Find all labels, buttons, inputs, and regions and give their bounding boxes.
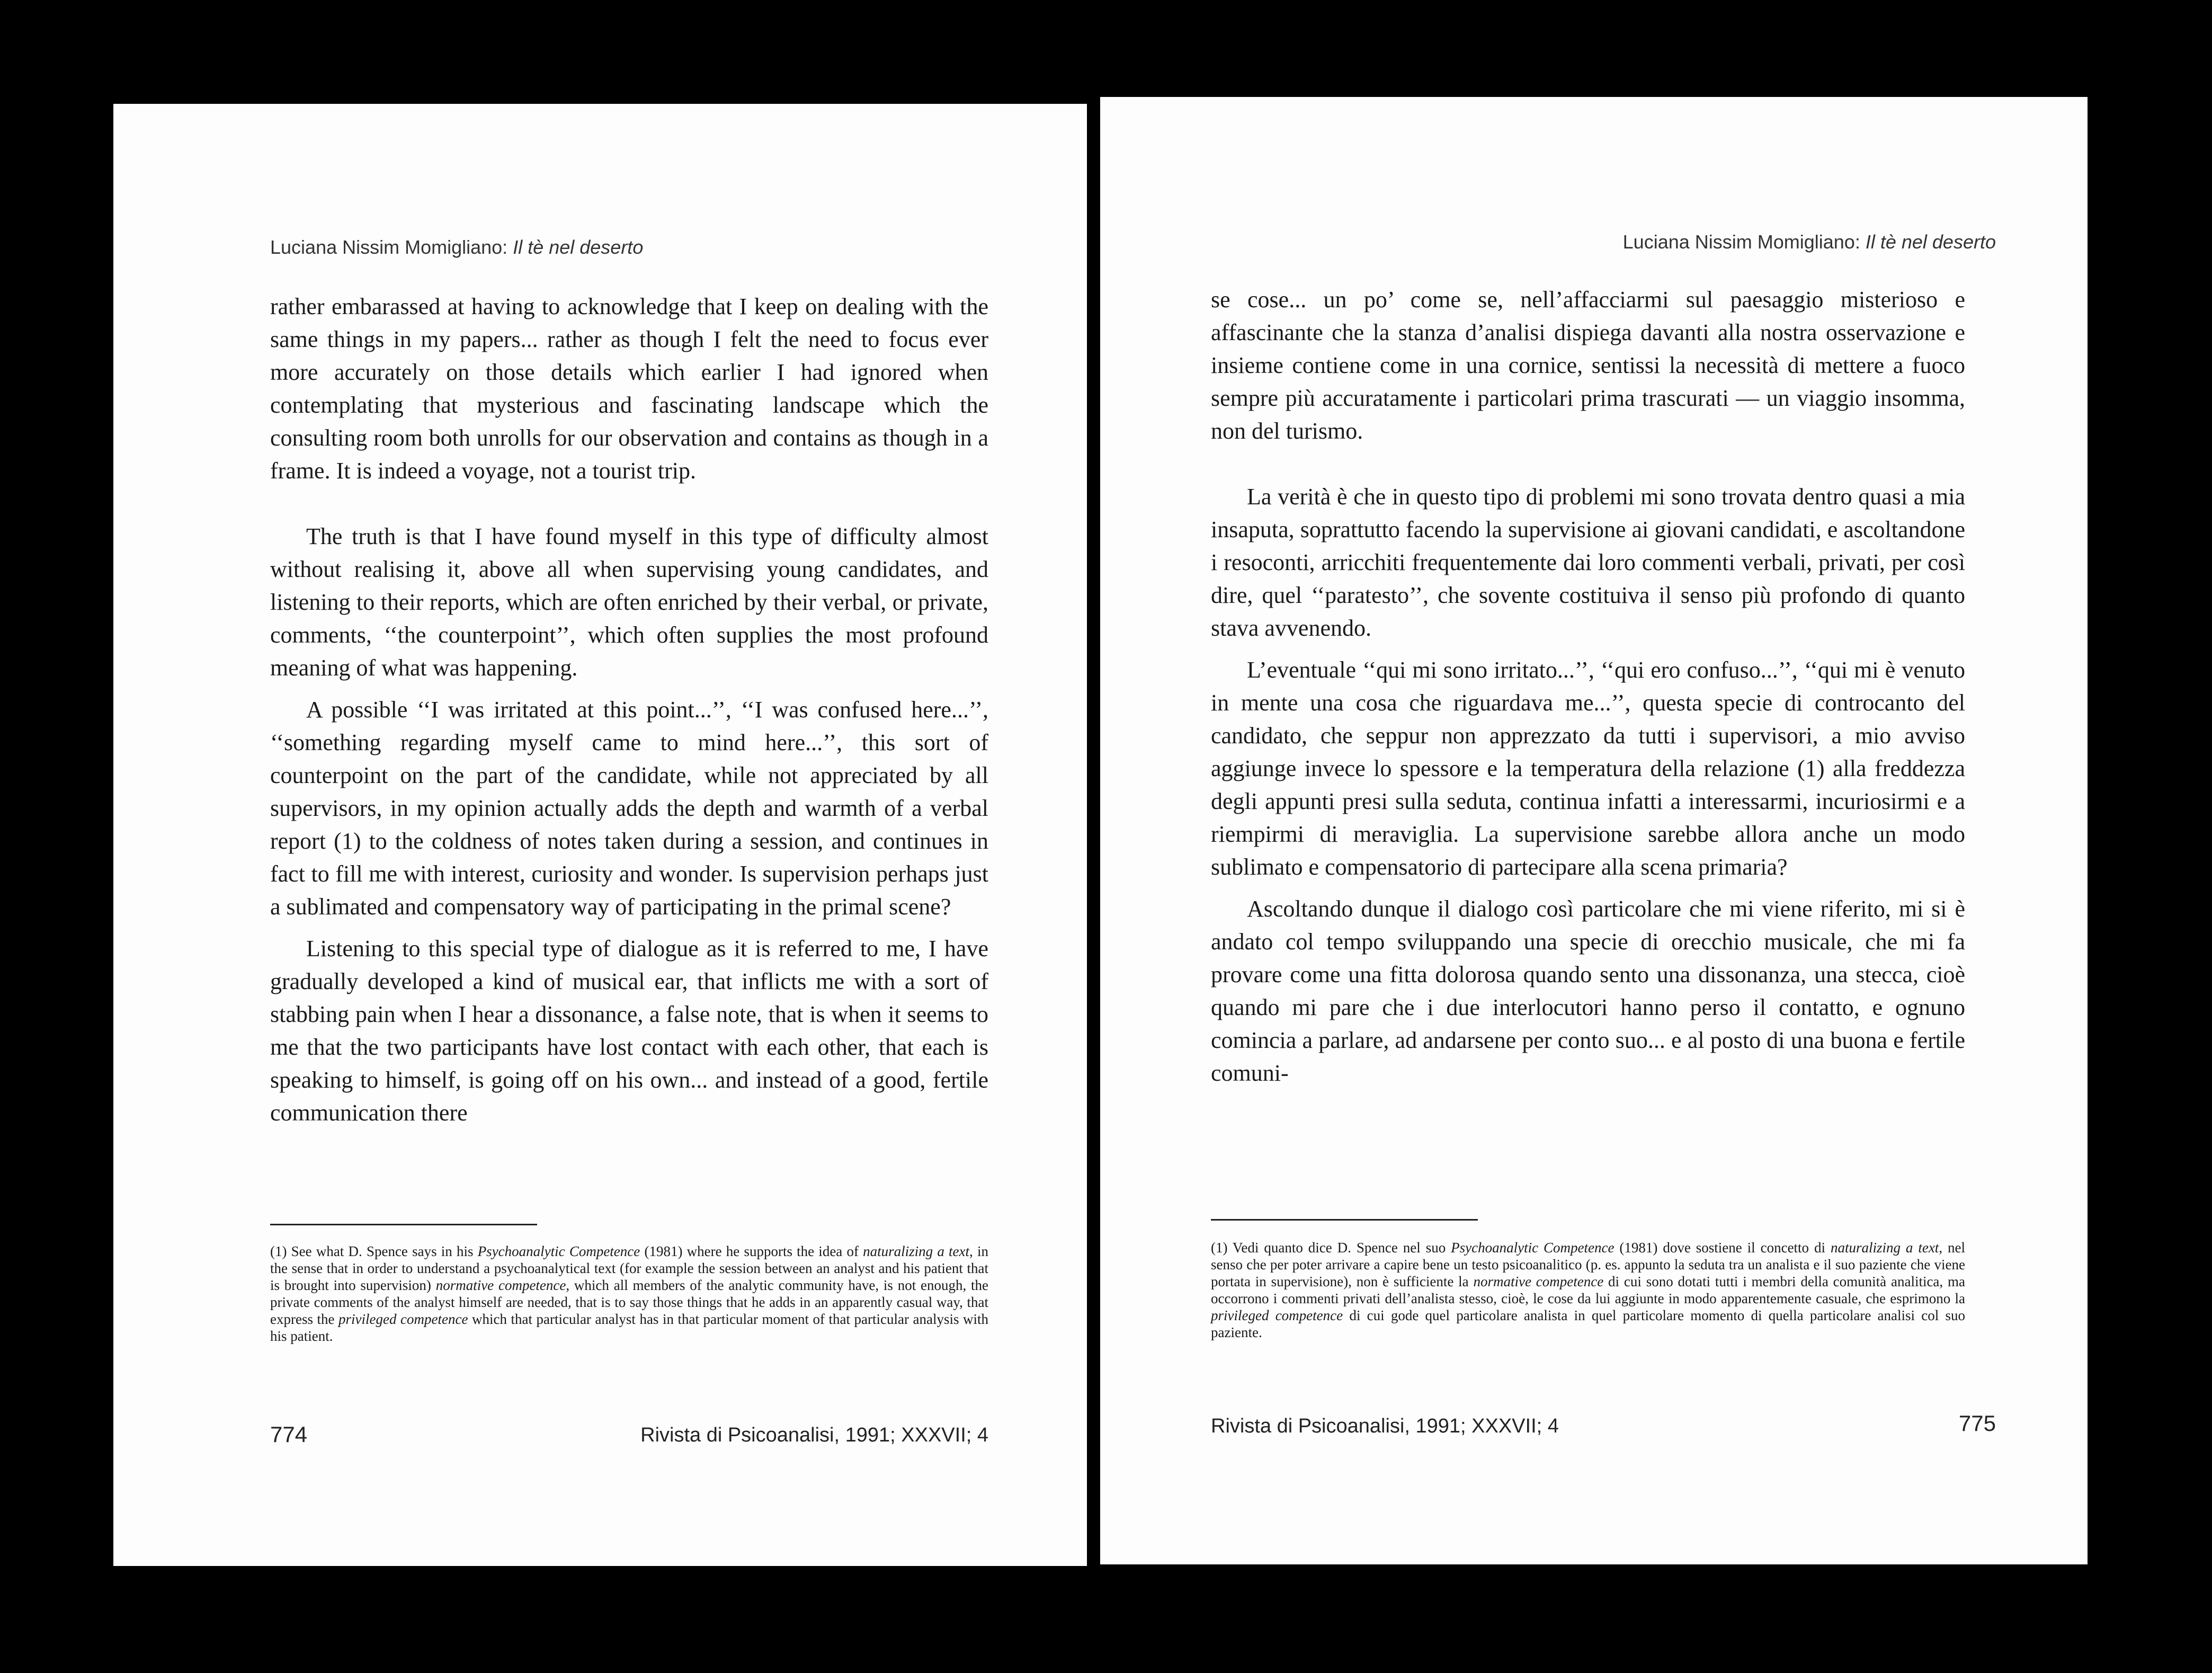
paragraph: A possible ‘‘I was irritated at this point...’’, ‘‘I was confused here...’’, ‘‘something regarding myself came to mind here...’’, this sort of counterpoint on the part of the candidate, while not appreciated by all supervisors, in my opinion actually adds the depth and warmth of a verbal report (1) to the coldness of notes taken during a session, and continues in fact to fill me with interest, curiosity and wonder. Is supervision perhaps just a sublimated and compensatory way of participating in the primal scene? — [270, 697, 988, 920]
paragraph: rather embarassed at having to acknowledge that I keep on dealing with the same things in my papers... rather as though I felt the need to focus ever more accurately on those details which earlier I had ignored when contemplating that mysterious and fascinating landscape which the consulting room both unrolls for our observation and contains as though in a frame. It is indeed a voyage, not a tourist trip. — [270, 293, 988, 484]
running-head — [1623, 231, 1996, 253]
footnote-italic: normative competence — [435, 1277, 566, 1293]
paragraph: La verità è che in questo tipo di problemi mi sono trovata dentro quasi a mia insaputa, soprattutto facendo la supervisione ai giovani candidati, e ascoltandone i resoconti, arricchiti frequentemente dai loro commenti verbali, privati, per così dire, quel ‘‘paratesto’’, che sovente costituiva il senso più profondo di quanto stava avvenendo. — [1211, 484, 1965, 641]
footnote-italic: naturalizing a text — [1830, 1240, 1939, 1256]
footnote-text: (1981) where he supports the idea of — [640, 1243, 863, 1259]
footnote-text: (1) See what D. Spence says in his — [270, 1243, 478, 1259]
running-head — [270, 236, 643, 259]
journal-citation: Rivista di Psicoanalisi, 1991; XXXVII; 4 — [1211, 1415, 1559, 1437]
paragraph: The truth is that I have found myself in this type of difficulty almost without realising it, above all when supervising young candidates, and listening to their reports, which are often enriched by their verbal, or private, comments, ‘‘the counterpoint’’, which often supplies the most profound meaning of what was happening. — [270, 523, 988, 681]
footnote-italic: normative competence — [1473, 1274, 1604, 1289]
footnote-text: , which all members of the analytic community have, is not enough, the private comments of the analyst himself are needed, that is to say those things that he adds in an apparently casual way, that express the — [270, 1277, 989, 1327]
footnote-rule — [1211, 1219, 1478, 1221]
body-text — [270, 290, 988, 1129]
header-title: Il tè nel deserto — [513, 236, 644, 258]
page-number: 774 — [270, 1422, 308, 1447]
footnote-text: (1981) dove sostiene il concetto di — [1614, 1240, 1831, 1256]
header-author: Luciana Nissim Momigliano: — [270, 236, 508, 258]
footnote — [1211, 1239, 1965, 1341]
footnote-text: , in the sense that in order to understand a psychoanalytical text (for example the session between an analyst and his patient that is brought into supervision) — [270, 1243, 988, 1293]
body-text — [1211, 283, 1965, 1090]
footnote-italic: Psychoanalytic Competence — [477, 1243, 640, 1259]
header-author: Luciana Nissim Momigliano: — [1622, 231, 1860, 253]
left-page — [113, 104, 1087, 1566]
paragraph: se cose... un po’ come se, nell’affacciarmi sul paesaggio misterioso e affascinante che la stanza d’analisi dispiega davanti alla nostra osservazione e insieme contiene come in una cornice, sentissi la necessità di mettere a fuoco sempre più accuratamente i particolari prima trascurati — un viaggio insomma, non del turismo. — [1211, 287, 1965, 444]
footnote-italic: privileged competence — [338, 1311, 468, 1327]
footnote-text: (1) Vedi quanto dice D. Spence nel suo — [1211, 1240, 1451, 1256]
footnote — [270, 1243, 988, 1345]
paragraph: Ascoltando dunque il dialogo così particolare che mi viene riferito, mi si è andato col tempo sviluppando una specie di orecchio musicale, che mi fa provare come una fitta dolorosa quando sento una dissonanza, una stecca, cioè quando mi pare che i due interlocutori hanno perso il contatto, e ognuno comincia a parlare, ad andarsene per conto suo... e al posto di una buona e fertile comuni- — [1211, 896, 1965, 1086]
footnote-italic: privileged competence — [1211, 1307, 1343, 1323]
right-page — [1100, 97, 2088, 1564]
journal-citation: Rivista di Psicoanalisi, 1991; XXXVII; 4 — [640, 1424, 988, 1446]
paragraph: L’eventuale ‘‘qui mi sono irritato...’’, ‘‘qui ero confuso...’’, ‘‘qui mi è venuto in mente una cosa che riguardava me...’’, questa specie di controcanto del candidato, che seppur non apprezzato da tutti i supervisori, a mio avviso aggiunge invece lo spessore e la temperatura della relazione (1) alla freddezza degli appunti presi sulla seduta, continua infatti a interessarmi, incuriosirmi e a riempirmi di meraviglia. La supervisione sarebbe allora anche un modo sublimato e compensatorio di partecipare alla scena primaria? — [1211, 657, 1965, 880]
footnote-text: di cui gode quel particolare analista in quel particolare momento di quella particolare analisi col suo paziente. — [1211, 1307, 1965, 1340]
page-number: 775 — [1958, 1411, 1996, 1436]
footnote-text: , nel senso che per poter arrivare a capire bene un testo psicoanalitico (p. es. appunto la seduta tra un analista e il suo paziente che viene portata in supervisione), non è sufficiente la — [1211, 1240, 1965, 1289]
footnote-italic: Psychoanalytic Competence — [1451, 1240, 1615, 1256]
footnote-rule — [270, 1224, 537, 1225]
header-title: Il tè nel deserto — [1865, 231, 1996, 253]
footnote-text: which that particular analyst has in that particular moment of that particular analysis with his patient. — [270, 1311, 988, 1344]
footnote-italic: naturalizing a text — [863, 1243, 970, 1259]
paragraph: Listening to this special type of dialogue as it is referred to me, I have gradually developed a kind of musical ear, that inflicts me with a sort of stabbing pain when I hear a dissonance, a false note, that is when it seems to me that the two participants have lost contact with each other, that each is speaking to himself, is going off on his own... and instead of a good, fertile communication there — [270, 936, 988, 1126]
footnote-text: di cui sono dotati tutti i membri della comunità analitica, ma occorrono i commenti privati dell’analista stesso, cioè, le cose da lui aggiunte in modo apparentemente casuale, che esprimono la — [1211, 1274, 1965, 1306]
